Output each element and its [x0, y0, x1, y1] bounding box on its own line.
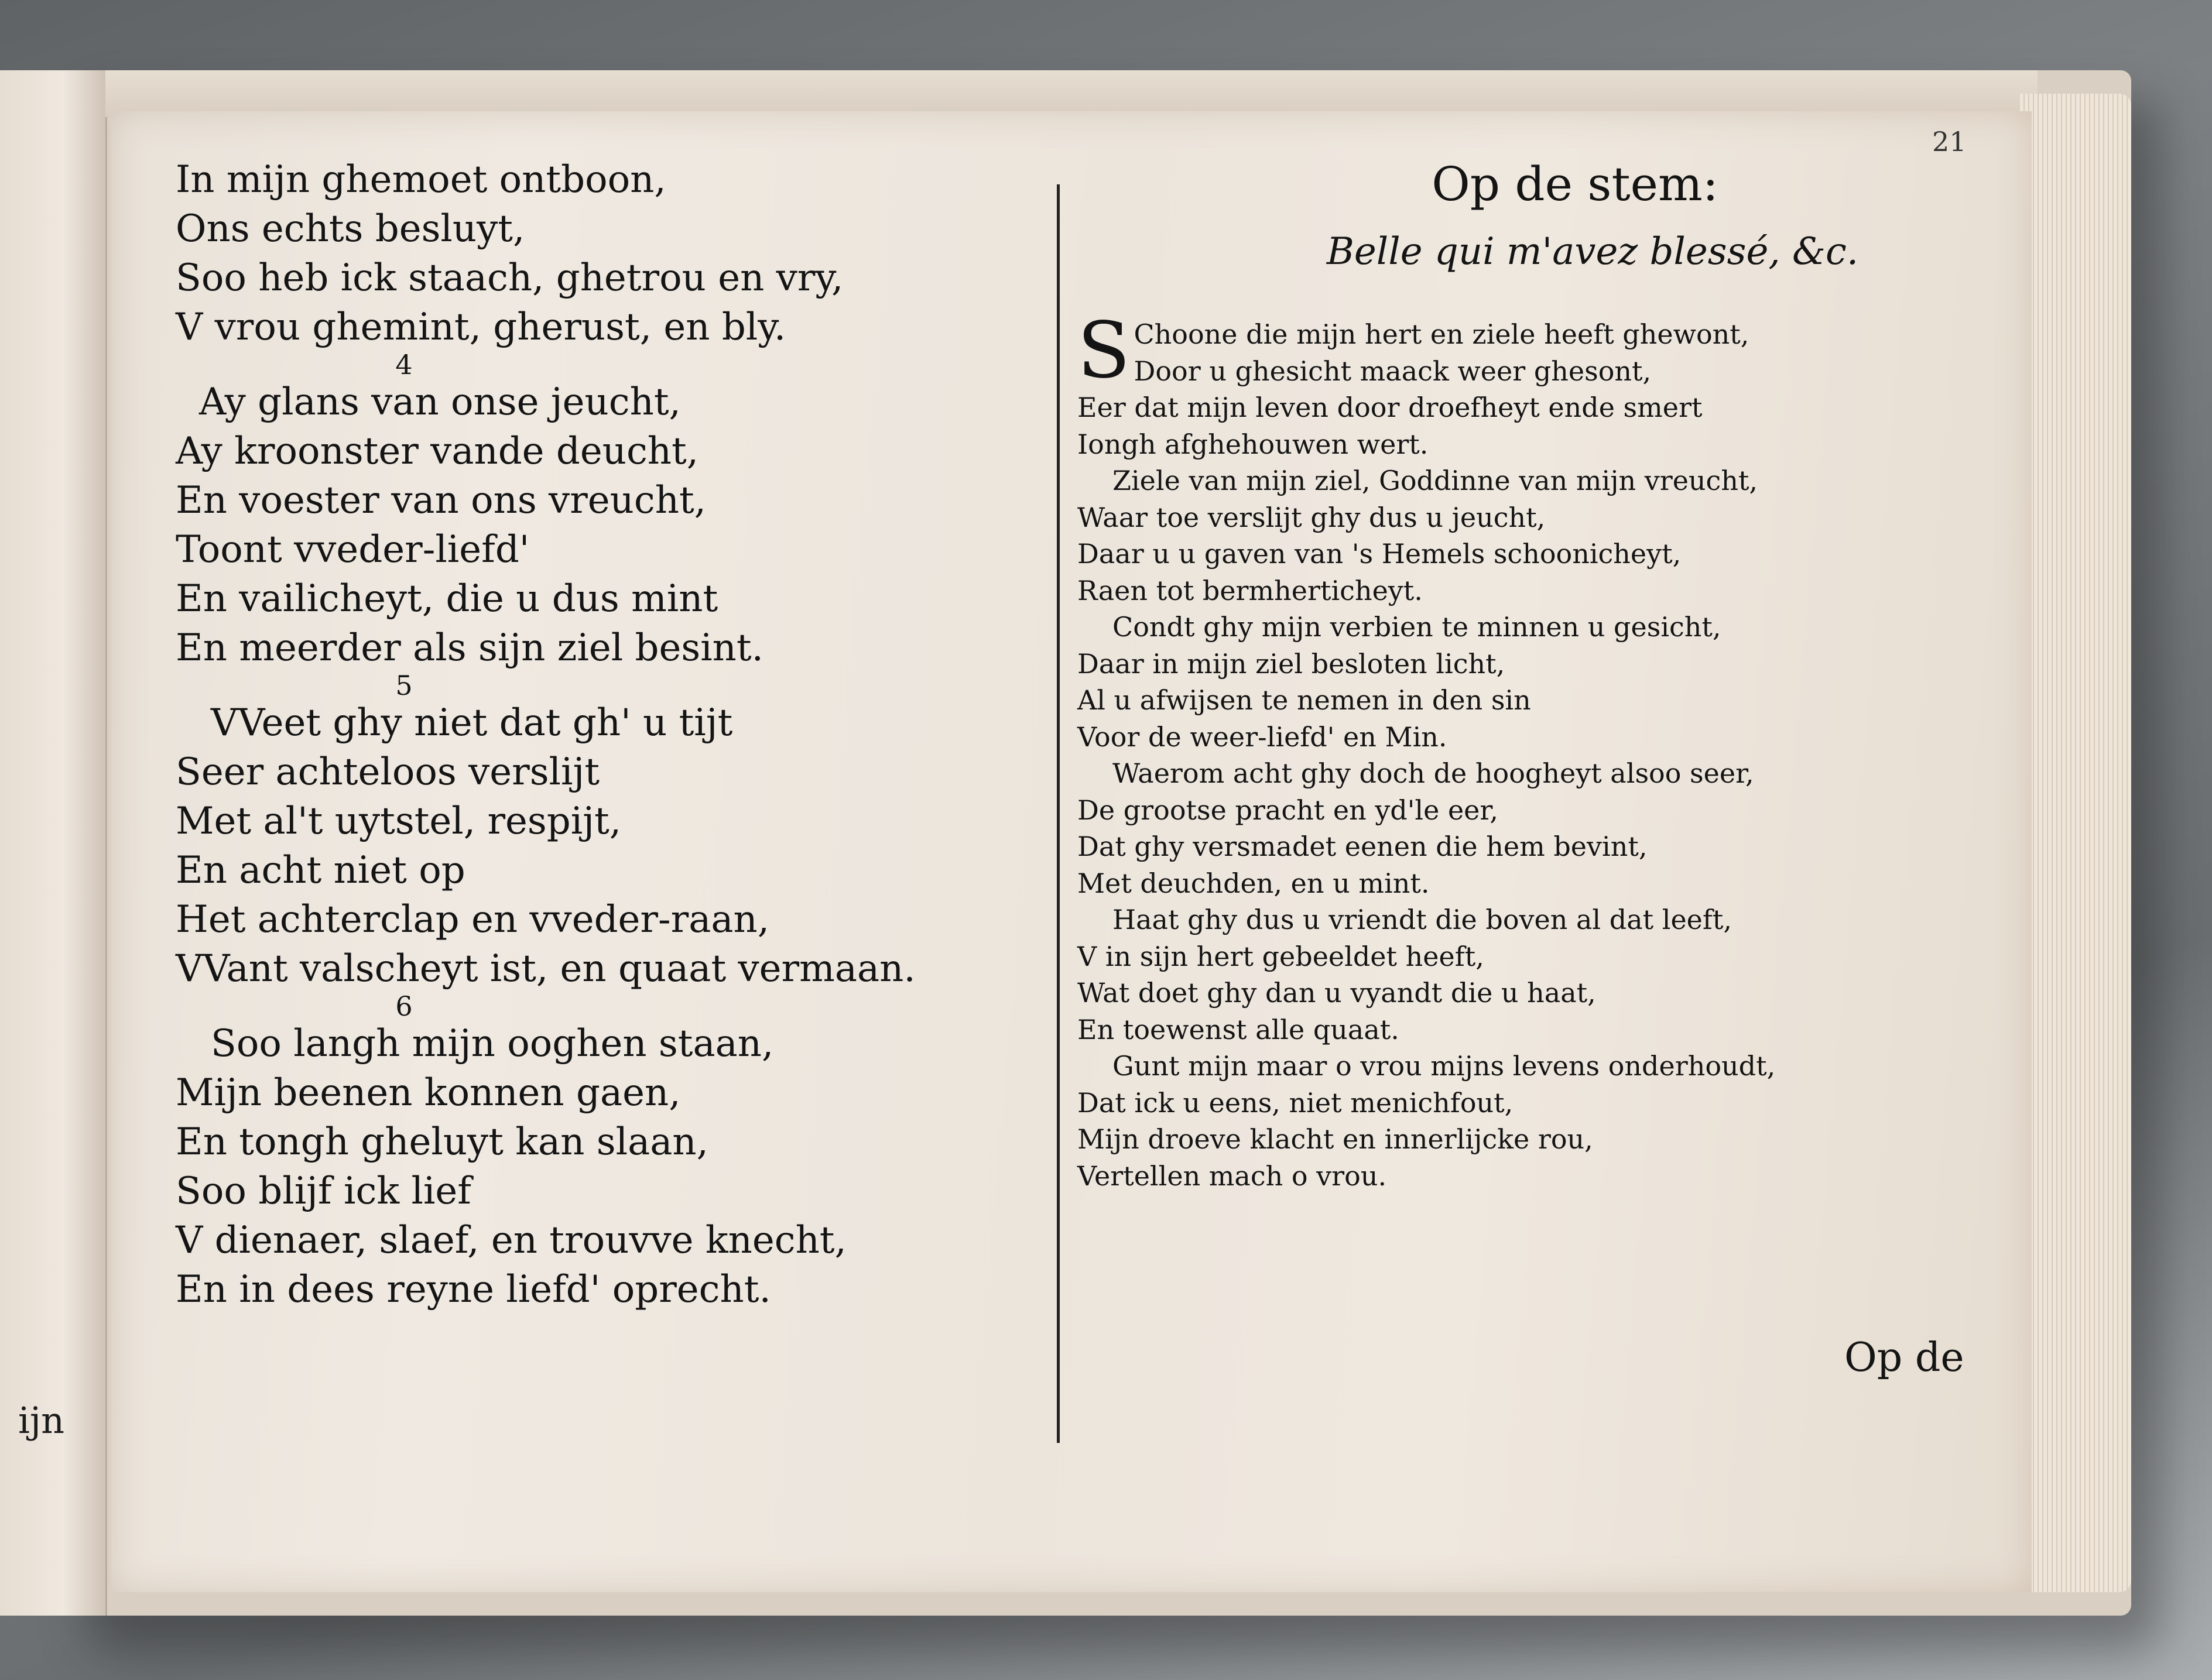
verse-line: Dat ick u eens, niet menichfout, — [1077, 1086, 1514, 1119]
verse-line: Mijn droeve klacht en innerlijcke rou, — [1077, 1123, 1593, 1155]
verse-line: VVeet ghy niet dat gh' u tijt — [211, 701, 733, 745]
stanza-number: 6 — [395, 990, 413, 1022]
verse-line: En in dees reyne liefd' oprecht. — [176, 1268, 771, 1311]
verse-line: Daar in mijn ziel besloten licht, — [1077, 647, 1505, 680]
verse-line: En voester van ons vreucht, — [176, 479, 706, 522]
verse-line: Mijn beenen konnen gaen, — [176, 1071, 681, 1115]
verse-line: En acht niet op — [176, 849, 465, 892]
verse-line: Dat ghy versmadet eenen die hem bevint, — [1077, 831, 1648, 862]
verse-line: Ay kroonster vande deucht, — [176, 430, 699, 473]
verse-line: En meerder als sijn ziel besint. — [176, 626, 763, 670]
verse-line: Met deuchden, en u mint. — [1077, 867, 1430, 899]
verse-line: Eer dat mijn leven door droefheyt ende smert — [1077, 392, 1703, 423]
tune-subheading: Belle qui m'avez blessé, &c. — [1326, 230, 1859, 273]
verse-line: Soo heb ick staach, ghetrou en vry, — [176, 256, 844, 300]
left-page-verses — [176, 155, 1054, 1314]
verse-line: V dienaer, slaef, en trouvve knecht, — [176, 1219, 847, 1262]
previous-page-edge[interactable] — [0, 70, 107, 1616]
song-verse — [1077, 306, 1967, 1194]
page-block-edges — [2020, 94, 2131, 1592]
verse-line: Ay glans van onse jeucht, — [199, 380, 681, 424]
previous-page-fragment: ijn — [18, 1399, 64, 1442]
verse-line: Ziele van mijn ziel, Goddinne van mijn vreucht, — [1112, 465, 1758, 496]
verse-line: Waar toe verslijt ghy dus u jeucht, — [1077, 501, 1546, 533]
verse-line: Choone die mijn hert en ziele heeft ghewont, — [1134, 318, 1749, 350]
verse-line: VVant valscheyt ist, en quaat vermaan. — [176, 947, 916, 990]
verse-line: Gunt mijn maar o vrou mijns levens onderhoudt, — [1112, 1050, 1776, 1082]
verse-line: En vailicheyt, die u dus mint — [176, 577, 718, 620]
verse-line: Haat ghy dus u vriendt die boven al dat leeft, — [1112, 904, 1732, 935]
catchword: Op de — [1844, 1335, 1964, 1381]
stanza-number: 5 — [395, 670, 413, 701]
verse-line: Raen tot bermherticheyt. — [1077, 574, 1423, 606]
verse-line: Wat doet ghy dan u vyandt die u haat, — [1077, 977, 1596, 1009]
verse-line: Soo blijf ick lief — [176, 1170, 471, 1213]
verse-line: De grootse pracht en yd'le eer, — [1077, 794, 1498, 826]
column-divider-rule — [1057, 184, 1060, 1443]
song-heading: Op de stem: — [1432, 157, 1718, 211]
verse-line: Soo langh mijn ooghen staan, — [211, 1022, 774, 1065]
verse-line: V vrou ghemint, gherust, en bly. — [176, 306, 786, 349]
verse-line: Toont vveder-liefd' — [176, 528, 530, 571]
verse-line: Voor de weer-liefd' en Min. — [1077, 721, 1447, 753]
verse-line: Vertellen mach o vrou. — [1077, 1160, 1387, 1192]
verse-line: Seer achteloos verslijt — [176, 750, 600, 794]
verse-line: Door u ghesicht maack weer ghesont, — [1134, 355, 1652, 387]
verse-line: In mijn ghemoet ontboon, — [176, 158, 666, 201]
verse-line: En tongh gheluyt kan slaan, — [176, 1120, 708, 1164]
verse-line: Iongh afghehouwen wert. — [1077, 428, 1429, 460]
page-number: 21 — [1932, 126, 1967, 157]
verse-line: Waerom acht ghy doch de hoogheyt alsoo seer, — [1112, 757, 1754, 789]
right-page-song — [1077, 149, 1967, 1194]
verse-line: Met al't uytstel, respijt, — [176, 800, 622, 843]
verse-line: Condt ghy mijn verbien te minnen u gesicht, — [1112, 611, 1721, 643]
open-book — [0, 70, 2131, 1616]
verse-line: Daar u u gaven van 's Hemels schoonicheyt, — [1077, 538, 1682, 570]
verse-line: V in sijn hert gebeeldet heeft, — [1077, 940, 1484, 972]
verse-line: Al u afwijsen te nemen in den sin — [1077, 684, 1531, 716]
drop-cap: S — [1077, 306, 1131, 396]
stanza-number: 4 — [395, 349, 413, 380]
page-spread — [111, 111, 2032, 1592]
verse-line: Ons echts besluyt, — [176, 207, 525, 251]
book-top-edge — [105, 70, 2038, 117]
verse-line: En toewenst alle quaat. — [1077, 1013, 1399, 1045]
verse-line: Het achterclap en vveder-raan, — [176, 898, 770, 941]
